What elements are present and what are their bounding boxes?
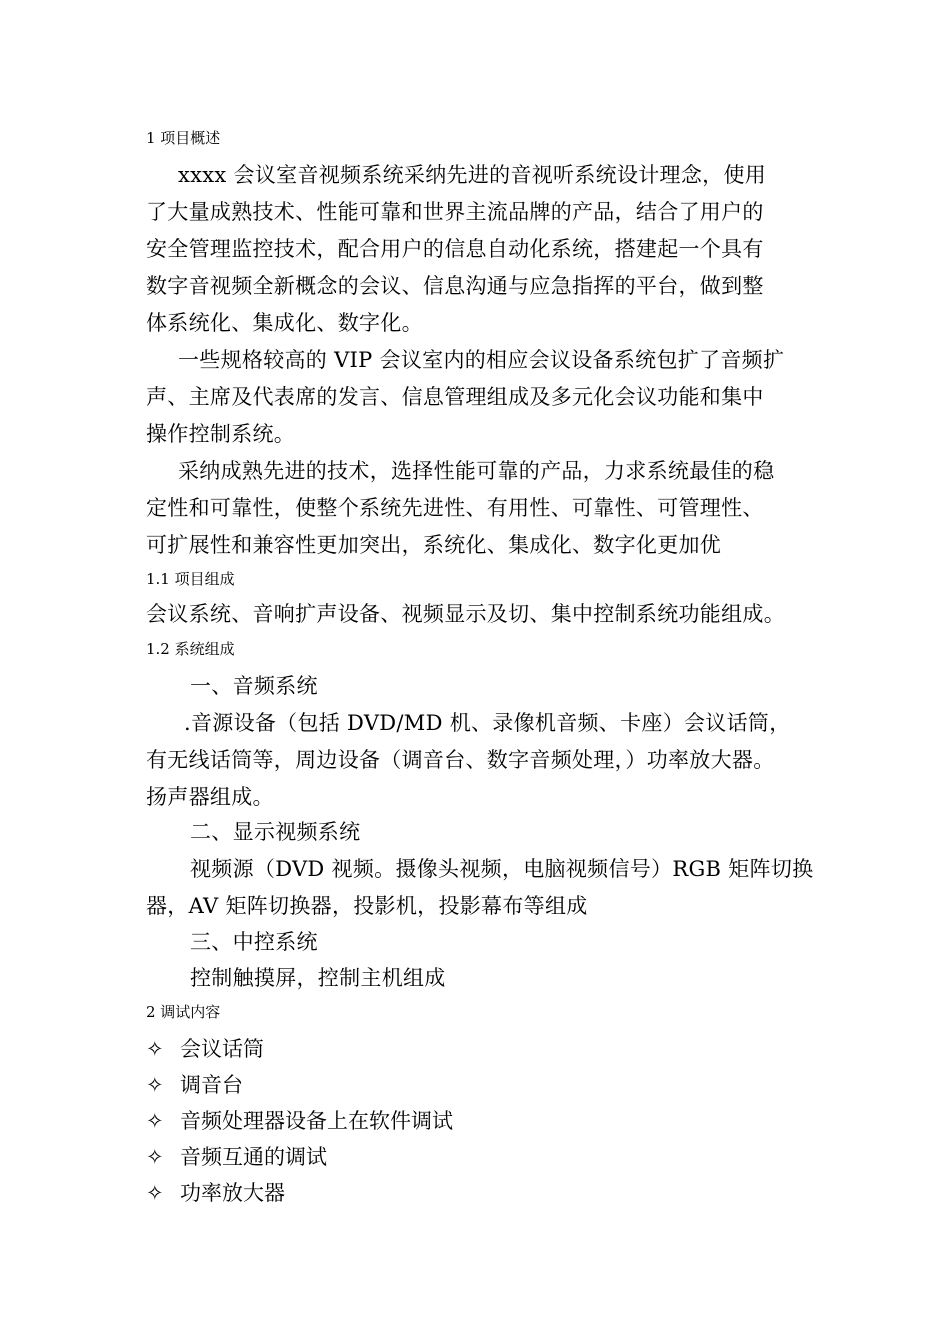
paragraph-1-line-3: 安全管理监控技术，配合用户的信息自动化系统，搭建起一个具有 (146, 237, 764, 261)
paragraph-2-line-3: 操作控制系统。 (146, 422, 296, 446)
composition-text: 会议系统、音响扩声设备、视频显示及切、集中控制系统功能组成。 (146, 602, 785, 626)
audio-system-line-2: 有无线话筒等，周边设备（调音台、数字音频处理，）功率放大器。 (146, 748, 775, 772)
debug-list-item (146, 1033, 264, 1063)
debug-item-label: 功率放大器 (180, 1181, 285, 1205)
paragraph-2-line-2: 声、主席及代表席的发言、信息管理组成及多元化会议功能和集中 (146, 385, 764, 409)
debug-list-item (146, 1069, 243, 1099)
diamond-bullet-icon: ✧ (146, 1109, 164, 1133)
paragraph-3-line-2: 定性和可靠性，使整个系统先进性、有用性、可靠性、可管理性、 (146, 496, 764, 520)
heading-1-2: 1.2 系统组成 (146, 640, 235, 658)
paragraph-3-line-1: 采纳成熟先进的技术，选择性能可靠的产品，力求系统最佳的稳 (178, 459, 775, 483)
paragraph-1-line-5: 体系统化、集成化、数字化。 (146, 311, 423, 335)
diamond-bullet-icon: ✧ (146, 1037, 164, 1061)
audio-system-line-3: 扬声器组成。 (146, 785, 274, 809)
paragraph-2-line-1: 一些规格较高的 VIP 会议室内的相应会议设备系统包扩了音频扩 (178, 348, 785, 372)
debug-list-item (146, 1141, 327, 1171)
control-system-text: 控制触摸屏，控制主机组成 (190, 966, 446, 990)
debug-list-item (146, 1105, 453, 1135)
video-system-line-2: 器，AV 矩阵切换器，投影机，投影幕布等组成 (146, 894, 588, 918)
debug-item-label: 会议话筒 (180, 1037, 264, 1061)
heading-2: 2 调试内容 (146, 1003, 221, 1021)
video-system-title: 二、显示视频系统 (190, 820, 361, 844)
video-system-line-1: 视频源（DVD 视频。摄像头视频，电脑视频信号）RGB 矩阵切换 (190, 857, 814, 881)
paragraph-3-line-3: 可扩展性和兼容性更加突出，系统化、集成化、数字化更加优 (146, 533, 722, 557)
heading-1-1: 1.1 项目组成 (146, 570, 235, 588)
paragraph-1-line-4: 数字音视频全新概念的会议、信息沟通与应急指挥的平台，做到整 (146, 274, 764, 298)
heading-1: 1 项目概述 (146, 129, 221, 147)
diamond-bullet-icon: ✧ (146, 1181, 164, 1205)
paragraph-1-line-2: 了大量成熟技术、性能可靠和世界主流品牌的产品，结合了用户的 (146, 200, 764, 224)
debug-item-label: 音频互通的调试 (180, 1145, 327, 1169)
diamond-bullet-icon: ✧ (146, 1145, 164, 1169)
audio-system-line-1: .音源设备（包括 DVD/MD 机、录像机音频、卡座）会议话筒， (184, 711, 791, 735)
debug-list-item (146, 1177, 285, 1207)
paragraph-1-line-1: xxxx 会议室音视频系统采纳先进的音视听系统设计理念，使用 (178, 163, 767, 187)
debug-item-label: 音频处理器设备上在软件调试 (180, 1109, 453, 1133)
audio-system-title: 一、音频系统 (190, 674, 318, 698)
debug-item-label: 调音台 (180, 1073, 243, 1097)
control-system-title: 三、中控系统 (190, 930, 318, 954)
diamond-bullet-icon: ✧ (146, 1073, 164, 1097)
